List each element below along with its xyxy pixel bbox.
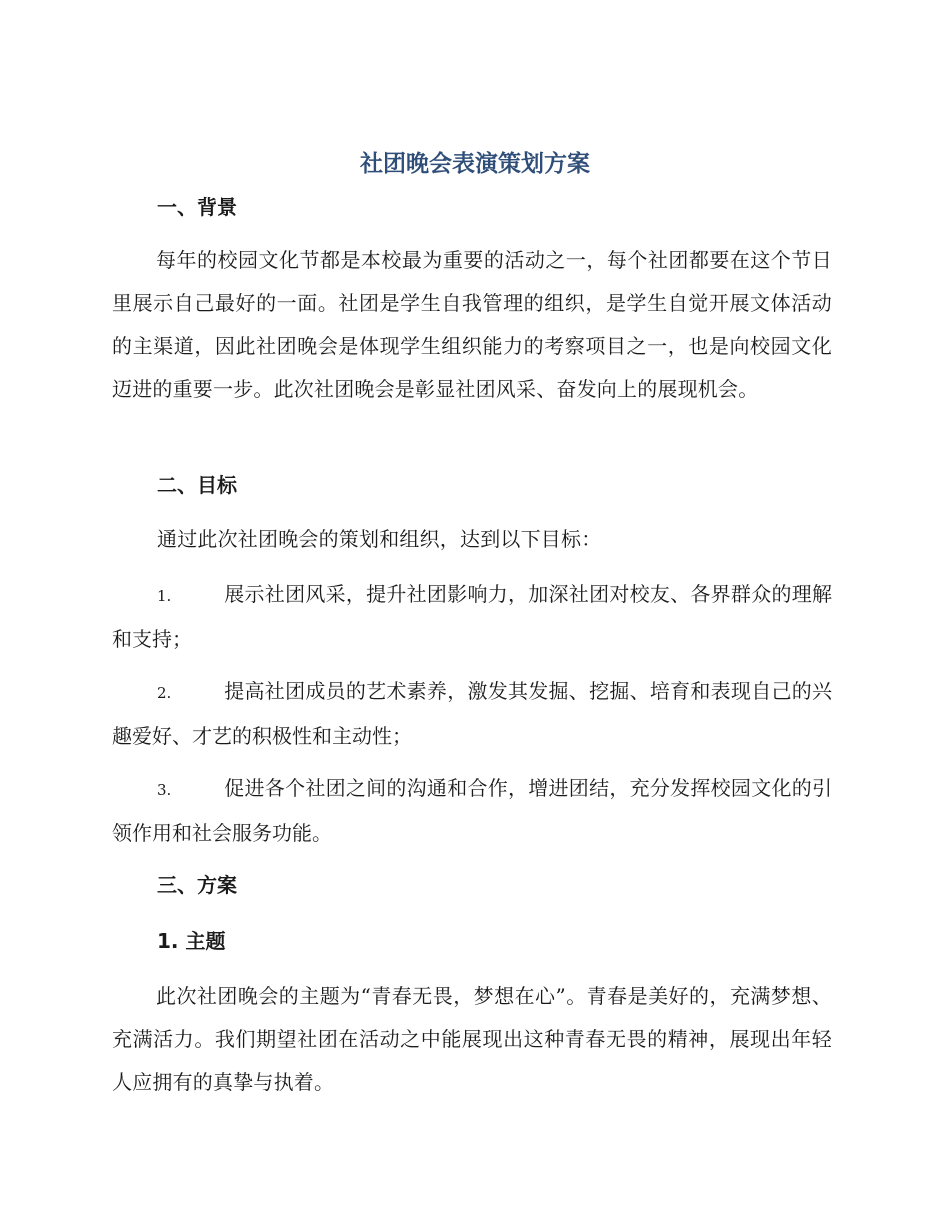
goal-list-item-3 [112, 767, 832, 855]
list-number: 2. [157, 684, 172, 702]
list-item-text: 提高社团成员的艺术素养，激发其发掘、挖掘、培育和表现自己的兴趣爱好、才艺的积极性和主动性； [112, 679, 832, 748]
paragraph-theme: 此次社团晚会的主题为“青春无畏，梦想在心”。青春是美好的，充满梦想、充满活力。我们期望社团在活动之中能展现出这种青春无畏的精神，展现出年轻人应拥有的真挚与执着。 [112, 984, 832, 1094]
paragraph-goals-intro: 通过此次社团晚会的策划和组织，达到以下目标： [157, 527, 602, 551]
paragraph-background: 每年的校园文化节都是本校最为重要的活动之一，每个社团都要在这个节日里展示自己最好的一面。社团是学生自我管理的组织，是学生自觉开展文体活动的主渠道，因此社团晚会是体现学生组织能力的考察项目之一，也是向校园文化迈进的重要一步。此次社团晚会是彰显社团风采、奋发向上的展现机会。 [112, 248, 832, 401]
subheading-theme: 1. 主题 [157, 929, 226, 953]
list-number: 1. [157, 587, 172, 605]
list-item-text: 展示社团风采，提升社团影响力，加深社团对校友、各界群众的理解和支持； [112, 582, 832, 651]
heading-plan: 三、方案 [157, 873, 237, 897]
list-item-text: 促进各个社团之间的沟通和合作，增进团结，充分发挥校园文化的引领作用和社会服务功能。 [112, 776, 832, 845]
document-title: 社团晚会表演策划方案 [360, 151, 590, 177]
heading-goals: 二、目标 [157, 473, 237, 497]
goal-list-item-2 [112, 670, 832, 758]
goal-list-item-1 [112, 573, 832, 661]
heading-background: 一、背景 [157, 195, 237, 219]
list-number: 3. [157, 781, 172, 799]
